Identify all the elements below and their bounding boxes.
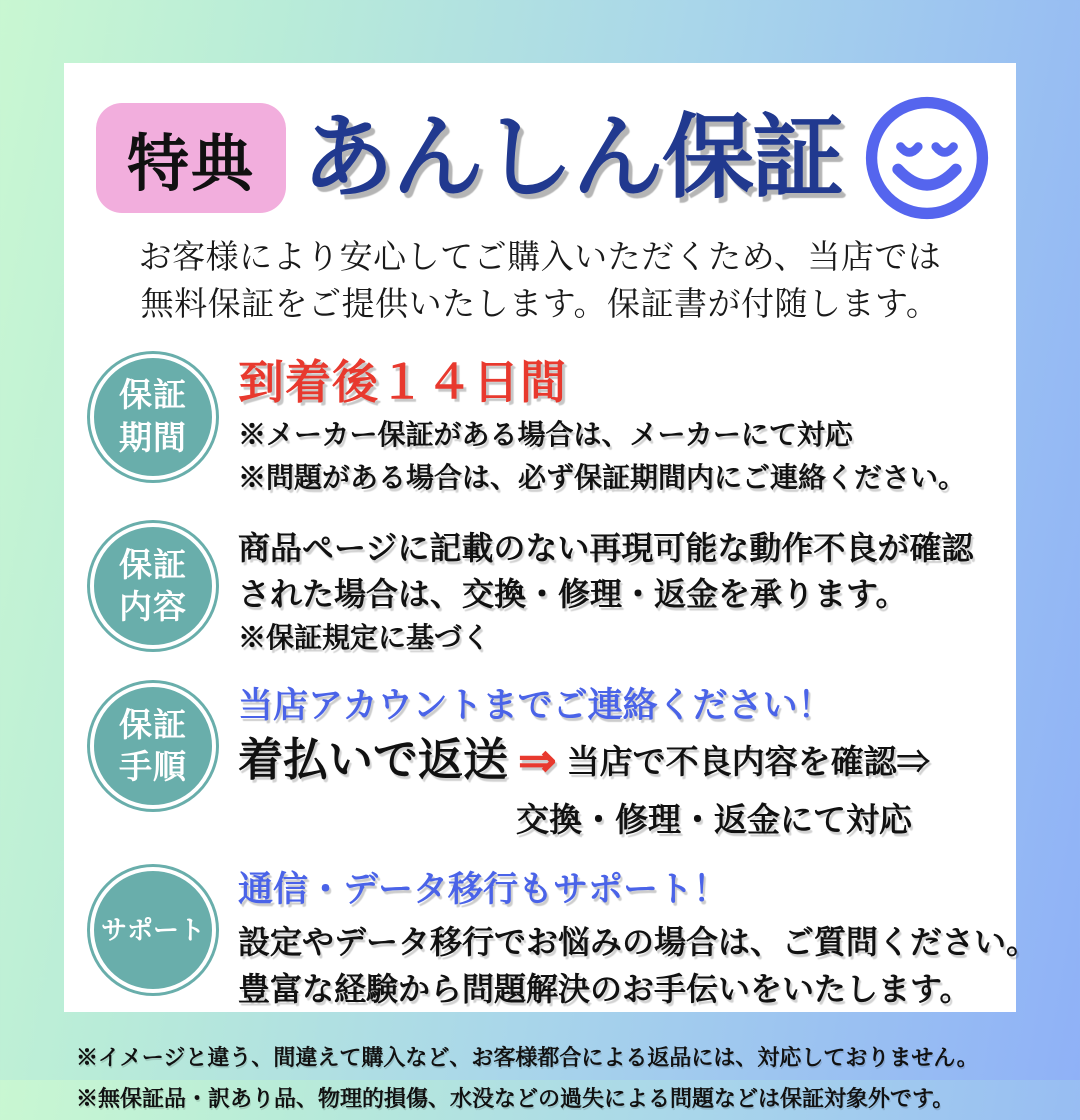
disclaimer-line-2: ※無保証品・訳あり品、物理的損傷、水没などの過失による問題などは保証対象外です。 xyxy=(76,1085,955,1111)
warranty-coverage-circle-badge xyxy=(90,523,216,649)
intro-text xyxy=(64,234,1016,328)
warranty-procedure-circle-badge xyxy=(90,683,216,809)
support-content xyxy=(238,867,1039,1012)
page-title: あんしん保証 xyxy=(302,107,843,209)
circle-label-line2: 期間 xyxy=(119,418,187,456)
support-circle-badge xyxy=(90,867,216,993)
support-body-2: 豊富な経験から問題解決のお手伝いをいたします。 xyxy=(238,970,972,1007)
benefit-badge-label: 特典 xyxy=(126,129,255,199)
step-confirm-label: 当店で不良内容を確認⇒ xyxy=(566,743,930,781)
step-resolution-label: 交換・修理・返金にて対応 xyxy=(516,801,912,839)
benefit-badge xyxy=(96,103,286,213)
circle-label-line2: 手順 xyxy=(119,747,187,785)
support-headline: 通信・データ移行もサポート！ xyxy=(238,870,729,910)
warranty-procedure-step xyxy=(238,735,930,785)
warranty-period-headline: 到着後１４日間 xyxy=(238,355,567,408)
disclaimer-line-1: ※イメージと違う、間違えて購入など、お客様都合による返品には、対応しておりません。 xyxy=(76,1045,979,1071)
section-warranty-period xyxy=(90,354,998,497)
right-arrow-icon: ⇒ xyxy=(518,733,557,786)
warranty-period-content xyxy=(238,354,966,497)
warranty-coverage-content xyxy=(238,523,973,657)
warranty-coverage-body-2: された場合は、交換・修理・返金を承ります。 xyxy=(238,576,908,613)
support-body-1: 設定やデータ移行でお悩みの場合は、ご質問ください。 xyxy=(238,924,1039,961)
section-warranty-procedure xyxy=(90,683,998,842)
warranty-coverage-note: ※保証規定に基づく xyxy=(238,621,491,653)
warranty-period-note-1: ※メーカー保証がある場合は、メーカーにて対応 xyxy=(238,418,853,450)
guarantee-sections xyxy=(90,354,1039,1039)
warranty-period-circle-badge xyxy=(90,354,216,480)
circle-label-line1: 保証 xyxy=(119,545,187,583)
section-support xyxy=(90,867,1039,1012)
smiley-face-icon xyxy=(864,95,990,221)
intro-line-1: お客様により安心してご購入いただくため、当店では xyxy=(138,238,942,275)
warranty-procedure-content xyxy=(238,683,930,842)
header xyxy=(96,95,990,221)
circle-label-line1: 保証 xyxy=(119,705,187,743)
disclaimer-footer xyxy=(76,1038,1008,1119)
warranty-coverage-body-1: 商品ページに記載のない再現可能な動作不良が確認 xyxy=(238,529,974,566)
circle-label-line1: 保証 xyxy=(119,376,187,414)
section-warranty-coverage xyxy=(90,523,998,657)
step-return-label: 着払いで返送 xyxy=(238,733,509,785)
intro-line-2: 無料保証をご提供いたします。保証書が付随します。 xyxy=(140,284,940,322)
circle-label-line2: 内容 xyxy=(119,587,187,625)
circle-label: サポート xyxy=(100,914,205,945)
guarantee-card xyxy=(64,63,1039,1111)
warranty-period-note-2: ※問題がある場合は、必ず保証期間内にご連絡ください。 xyxy=(238,461,967,493)
warranty-procedure-headline: 当店アカウントまでご連絡ください！ xyxy=(238,685,833,725)
